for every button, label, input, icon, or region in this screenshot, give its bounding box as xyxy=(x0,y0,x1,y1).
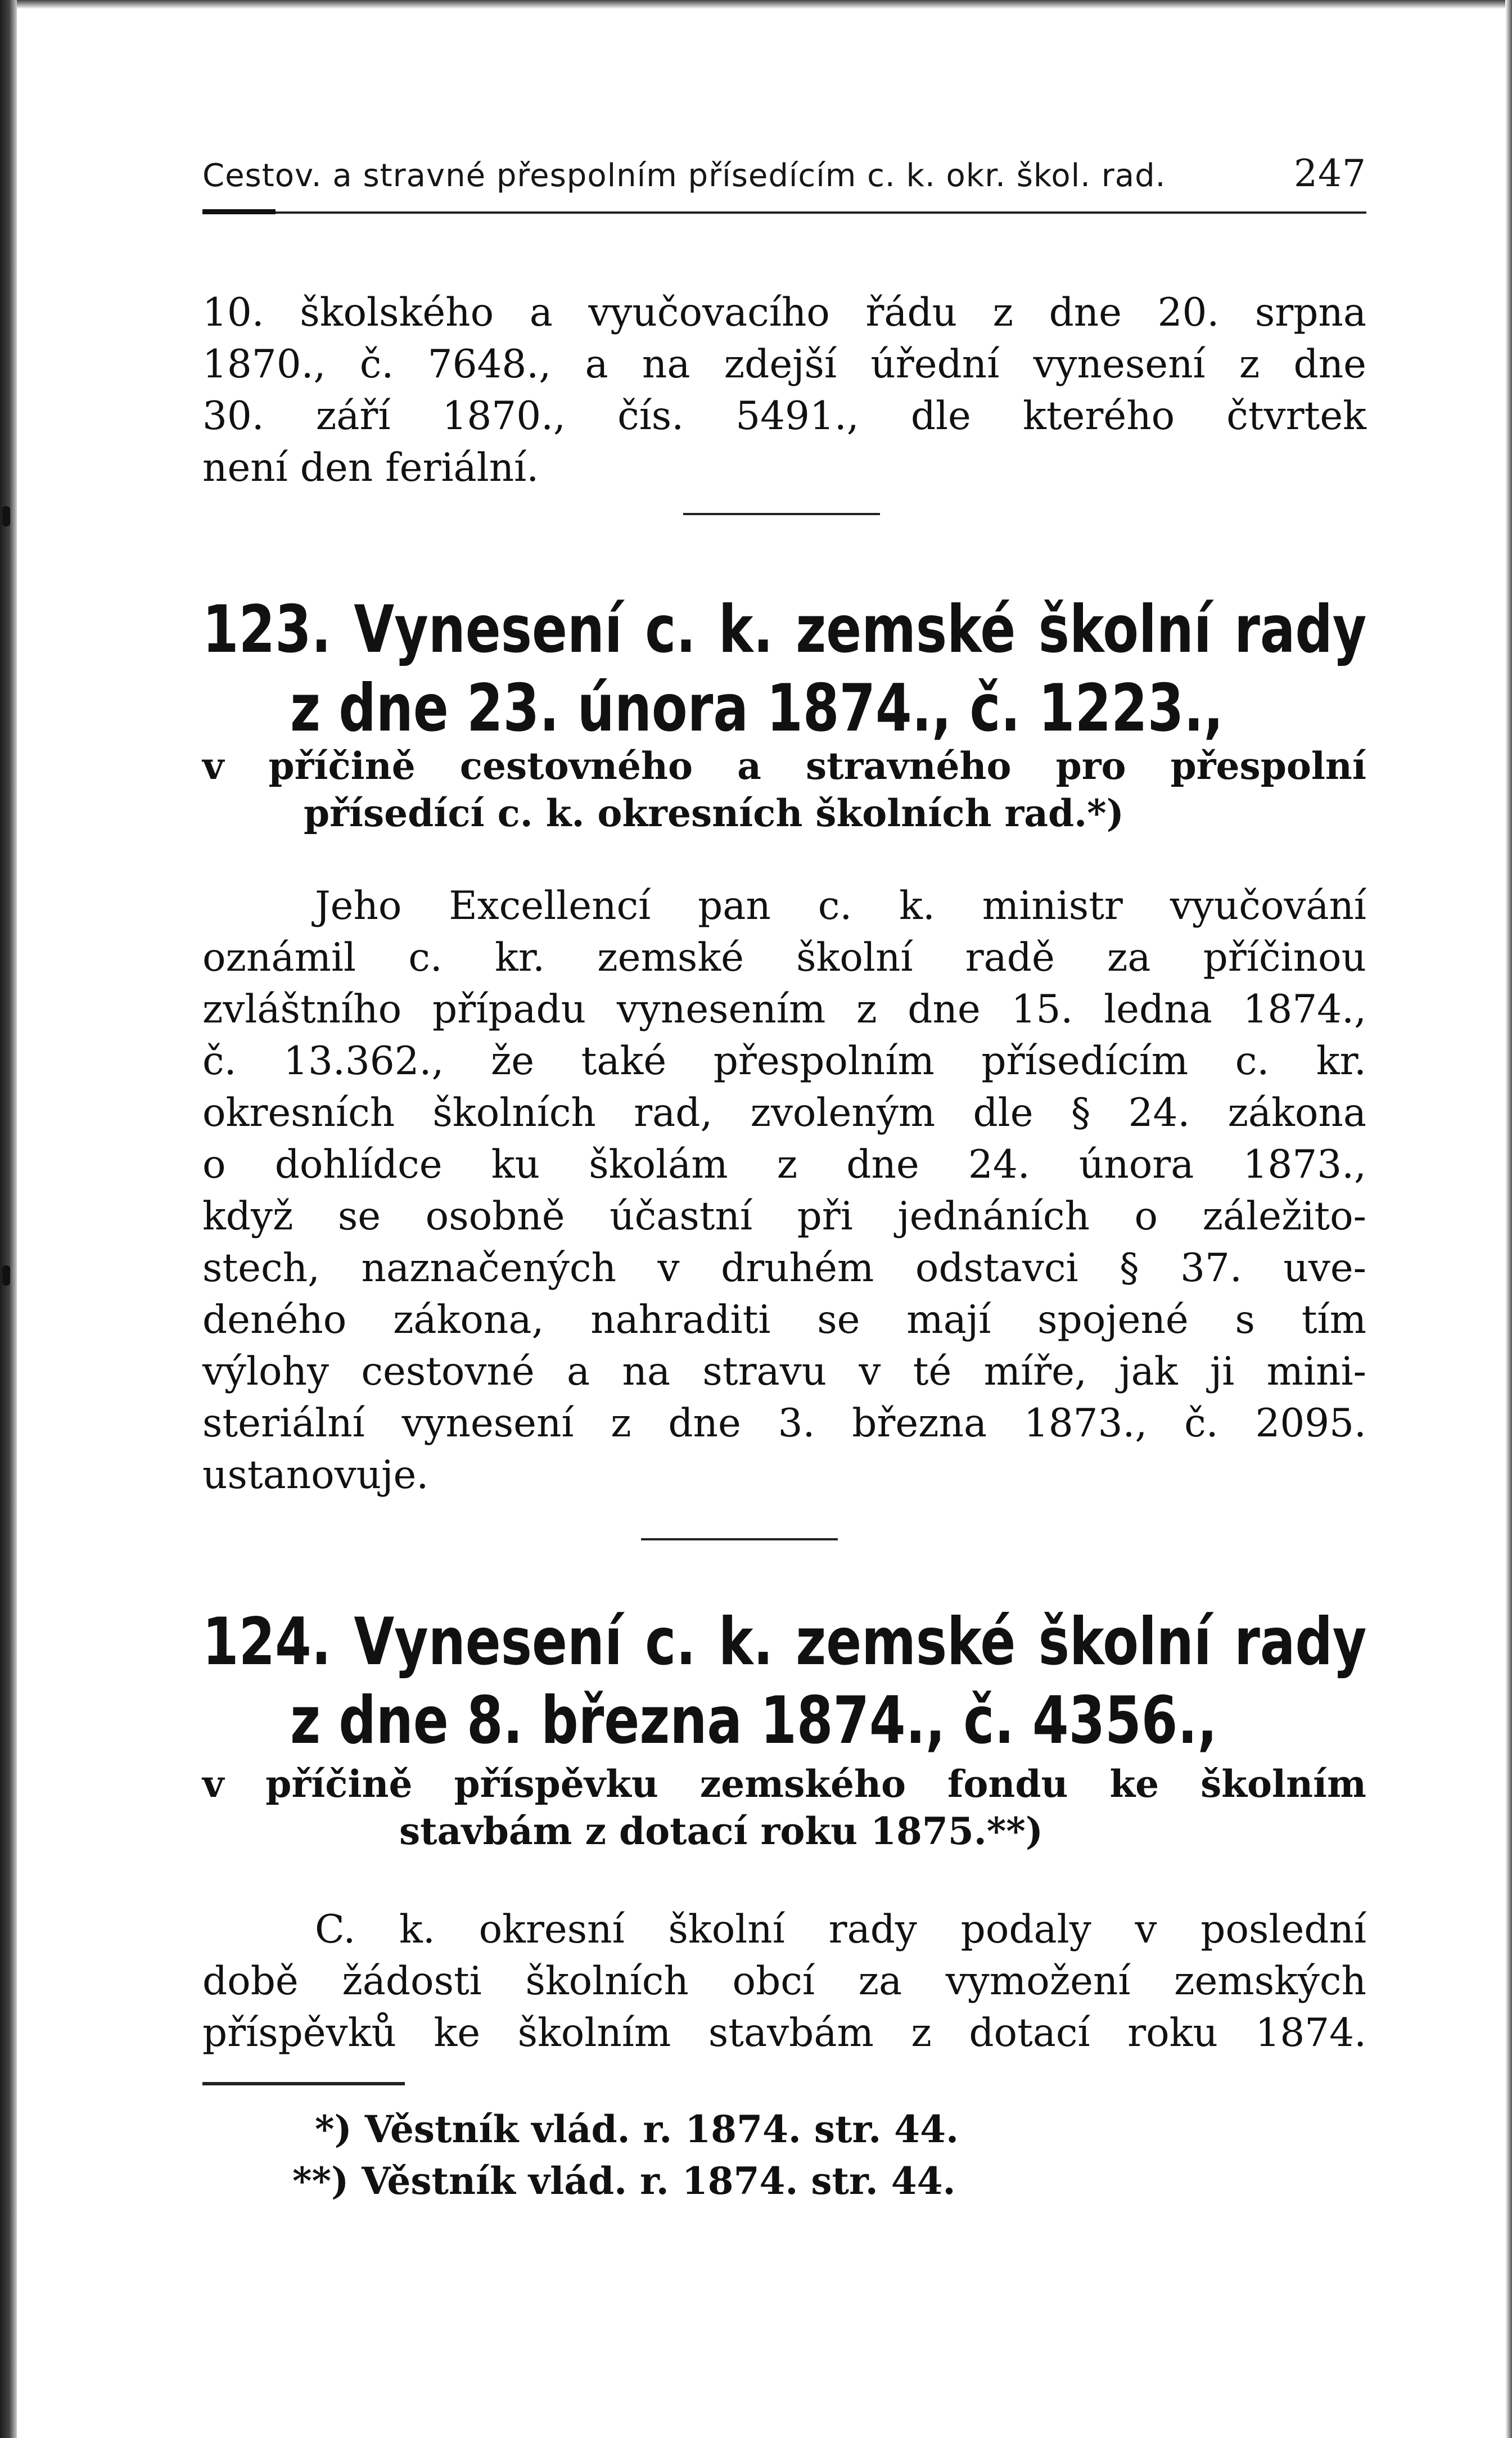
header-rule xyxy=(202,211,1366,214)
section-124-heading xyxy=(202,1603,1366,1760)
subtitle-line: stavbám z dotací roku 1875.**) xyxy=(399,1809,1044,1853)
book-page xyxy=(202,0,1366,2438)
footnotes xyxy=(292,2103,959,2207)
book-spine-edge xyxy=(0,0,17,2438)
text-line: není den feriální. xyxy=(202,445,539,490)
subtitle-line: v příčině příspěvku zemského fondu ke školním xyxy=(202,1762,1366,1806)
text-line: č. 13.362., že také přespolním přísedícím c. kr. xyxy=(202,1039,1366,1084)
text-line: ustanovuje. xyxy=(202,1453,429,1498)
text-line: okresních školních rad, zvoleným dle § 24. zákona xyxy=(202,1090,1366,1135)
section-124-body xyxy=(202,1904,1366,2059)
text-line: 1870., č. 7648., a na zdejší úřední vynesení z dne xyxy=(202,342,1366,387)
text-line: Jeho Excellencí pan c. k. ministr vyučování xyxy=(315,884,1366,929)
heading-line: 123. Vynesení c. k. zemské školní rady xyxy=(202,592,1367,668)
footnote-rule xyxy=(202,2082,405,2085)
page-number: 247 xyxy=(1294,152,1366,195)
footnote: **) Věstník vlád. r. 1874. str. 44. xyxy=(292,2159,956,2203)
text-line: C. k. okresní školní rady podaly v poslední xyxy=(315,1907,1366,1952)
text-line: době žádosti školních obcí za vymožení zemských xyxy=(202,1959,1366,2004)
section-123-subtitle xyxy=(202,742,1366,837)
text-line: příspěvků ke školním stavbám z dotací roku 1874. xyxy=(202,2011,1366,2056)
text-line: oznámil c. kr. zemské školní radě za příčinou xyxy=(202,935,1366,980)
heading-line: 124. Vynesení c. k. zemské školní rady xyxy=(202,1604,1367,1680)
footnote: *) Věstník vlád. r. 1874. str. 44. xyxy=(315,2107,959,2151)
spine-mark xyxy=(2,506,10,526)
text-line: 10. školského a vyučovacího řádu z dne 20. srpna xyxy=(202,290,1366,335)
text-line: o dohlídce ku školám z dne 24. února 1873., xyxy=(202,1142,1366,1187)
text-line: deného zákona, nahraditi se mají spojené s tím xyxy=(202,1297,1366,1342)
heading-line: z dne 23. února 1874., č. 1223., xyxy=(290,670,1224,746)
text-line: výlohy cestovné a na stravu v té míře, jak ji mini- xyxy=(202,1349,1366,1394)
heading-line: z dne 8. března 1874., č. 4356., xyxy=(290,1683,1217,1759)
running-header xyxy=(202,152,1366,195)
section-divider xyxy=(683,513,880,515)
continuation-paragraph xyxy=(202,287,1366,494)
spine-mark xyxy=(2,1265,10,1286)
page-right-edge xyxy=(1505,0,1512,2438)
running-title: Cestov. a stravné přespolním přísedícím c. k. okr. škol. rad. xyxy=(202,157,1166,194)
subtitle-line: přísedící c. k. okresních školních rad.*) xyxy=(304,791,1124,835)
section-123-heading xyxy=(202,591,1366,748)
text-line: stech, naznačených v druhém odstavci § 37. uve- xyxy=(202,1246,1366,1291)
section-123-body xyxy=(202,880,1366,1501)
section-124-subtitle xyxy=(202,1760,1366,1855)
text-line: zvláštního případu vynesením z dne 15. ledna 1874., xyxy=(202,987,1366,1032)
section-divider xyxy=(641,1538,838,1540)
subtitle-line: v příčině cestovného a stravného pro přespolní xyxy=(202,744,1366,788)
text-line: když se osobně účastní při jednáních o záležito- xyxy=(202,1194,1366,1239)
text-line: 30. září 1870., čís. 5491., dle kterého čtvrtek xyxy=(202,394,1366,439)
header-rule-accent xyxy=(202,209,276,214)
text-line: steriální vynesení z dne 3. března 1873., č. 2095. xyxy=(202,1401,1366,1446)
